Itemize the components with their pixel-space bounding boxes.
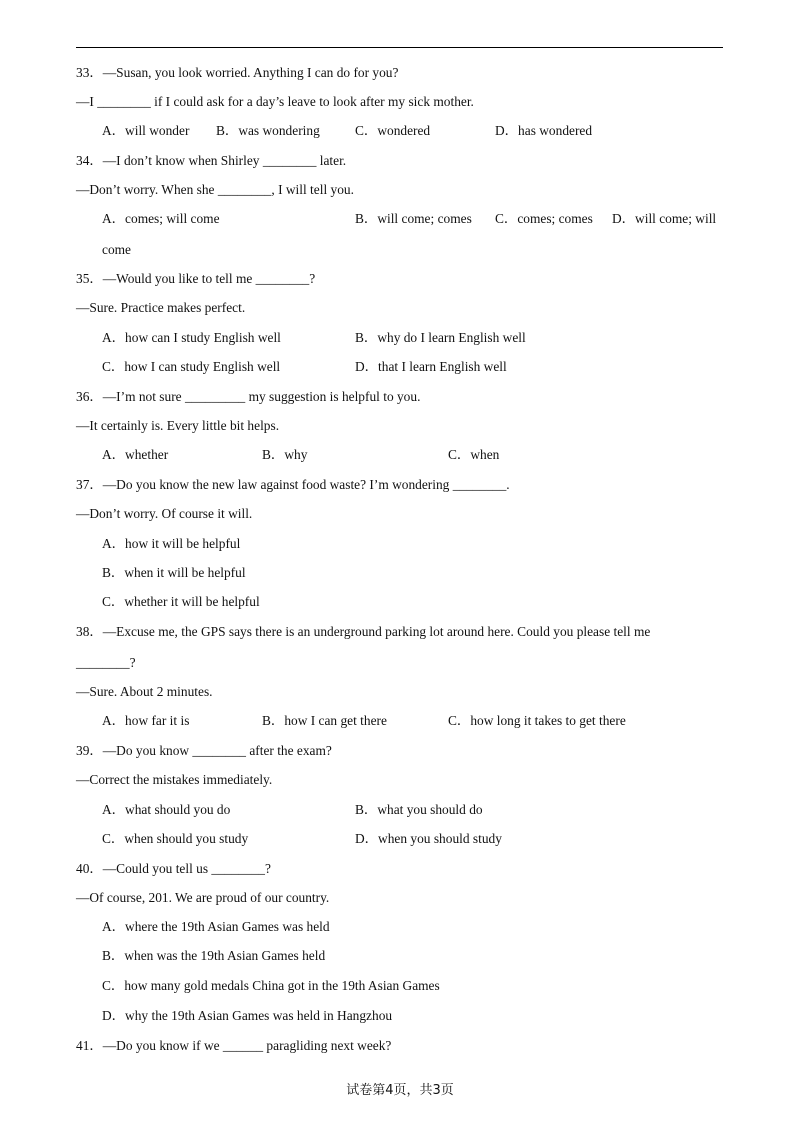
question-35-option-d: D．that I learn English well: [355, 359, 507, 374]
question-40-option-d: D．why the 19th Asian Games was held in Hangzhou: [102, 1008, 393, 1023]
page-footer: 试卷第4页，共3页: [346, 1083, 454, 1098]
question-40-option-c: C．how many gold medals China got in the 19th Asian Games: [102, 978, 440, 993]
question-33-option-c: C．wondered: [355, 123, 431, 138]
question-35-option-c: C．how I can study English well: [102, 359, 281, 374]
question-34-stem: 34．—I don’t know when Shirley ________ later.: [76, 153, 347, 168]
question-35-option-b: B．why do I learn English well: [355, 330, 526, 345]
question-40-reply: —Of course, 201. We are proud of our country.: [76, 890, 330, 905]
question-38-reply: —Sure. About 2 minutes.: [76, 684, 213, 699]
question-36-reply: —It certainly is. Every little bit helps.: [76, 418, 280, 433]
question-34-option-d: D．will come; will: [612, 211, 717, 226]
question-38-option-c: C．how long it takes to get there: [448, 713, 626, 728]
question-33-stem: 33．—Susan, you look worried. Anything I can do for you?: [76, 65, 399, 80]
question-37-stem: 37．—Do you know the new law against food waste? I’m wondering ________.: [76, 477, 510, 492]
question-37-reply: —Don’t worry. Of course it will.: [76, 506, 253, 521]
question-36-stem: 36．—I’m not sure _________ my suggestion is helpful to you.: [76, 389, 421, 404]
question-33-option-d: D．has wondered: [495, 123, 593, 138]
question-40-option-a: A．where the 19th Asian Games was held: [102, 919, 330, 934]
question-37-option-b: B．when it will be helpful: [102, 565, 246, 580]
question-39-option-b: B．what you should do: [355, 802, 483, 817]
question-39-option-d: D．when you should study: [355, 831, 502, 846]
question-37-option-a: A．how it will be helpful: [102, 536, 241, 551]
question-38-stem: 38．—Excuse me, the GPS says there is an underground parking lot around here. Could you please tell me: [76, 624, 651, 639]
question-34-option-c: C．comes; comes: [495, 211, 593, 226]
question-34-reply: —Don’t worry. When she ________, I will tell you.: [76, 182, 354, 197]
question-39-stem: 39．—Do you know ________ after the exam?: [76, 743, 332, 758]
question-33-reply: —I ________ if I could ask for a day’s leave to look after my sick mother.: [76, 94, 474, 109]
question-35-stem: 35．—Would you like to tell me ________?: [76, 271, 316, 286]
question-35-option-a: A．how can I study English well: [102, 330, 281, 345]
question-36-option-a: A．whether: [102, 447, 169, 462]
question-36-option-c: C．when: [448, 447, 500, 462]
question-34-option-b: B．will come; comes: [355, 211, 472, 226]
question-39-option-c: C．when should you study: [102, 831, 249, 846]
question-40-option-b: B．when was the 19th Asian Games held: [102, 948, 326, 963]
question-39-reply: —Correct the mistakes immediately.: [76, 772, 273, 787]
question-40-stem: 40．—Could you tell us ________?: [76, 861, 271, 876]
question-38-option-a: A．how far it is: [102, 713, 190, 728]
question-39-option-a: A．what should you do: [102, 802, 231, 817]
question-38-stem-continued: ________?: [76, 655, 136, 670]
question-38-option-b: B．how I can get there: [262, 713, 387, 728]
question-33-option-a: A．will wonder: [102, 123, 190, 138]
header-rule: [76, 47, 723, 48]
question-33-option-b: B．was wondering: [216, 123, 320, 138]
question-34-option-a: A．comes; will come: [102, 211, 220, 226]
question-35-reply: —Sure. Practice makes perfect.: [76, 300, 246, 315]
question-36-option-b: B．why: [262, 447, 308, 462]
question-34-option-d-wrap: come: [102, 242, 131, 257]
question-41-stem: 41．—Do you know if we ______ paragliding next week?: [76, 1038, 392, 1053]
question-37-option-c: C．whether it will be helpful: [102, 594, 260, 609]
